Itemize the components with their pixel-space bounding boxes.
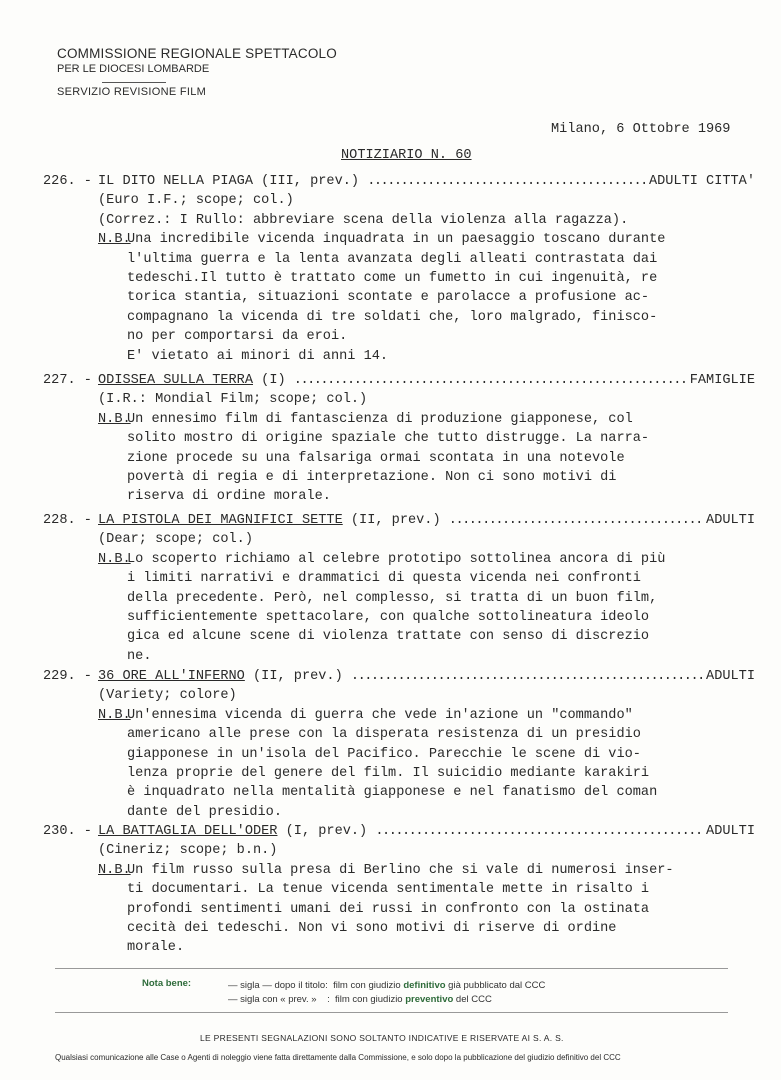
- divider: [55, 1012, 728, 1013]
- nb-label: N.B.: [98, 862, 131, 878]
- film-title: 36 ORE ALL'INFERNO: [98, 669, 245, 684]
- nb-text: E' vietato ai minori di anni 14.: [127, 348, 389, 364]
- entry-number: 227. -: [43, 373, 92, 388]
- document-date: Milano, 6 Ottobre 1969: [551, 122, 731, 137]
- film-details: (Variety; colore): [98, 688, 237, 704]
- film-classification: (II, prev.): [244, 669, 351, 684]
- entry-number: 228. -: [43, 513, 92, 528]
- nb-label: N.B.: [98, 232, 131, 248]
- film-classification: (III, prev.): [253, 174, 368, 189]
- nb-text: profondi sentimenti umani dei russi in confronto con la ostinata: [127, 901, 650, 917]
- film-details: (Euro I.F.; scope; col.): [98, 193, 294, 209]
- title-line: [98, 511, 702, 530]
- nb-text: ti documentari. La tenue vicenda sentimentale mette in risalto i: [127, 882, 650, 898]
- title-line: [98, 371, 686, 390]
- dot-leader: [375, 822, 702, 841]
- title-line: [98, 667, 702, 686]
- nb-text: no per comportarsi da eroi.: [127, 329, 348, 345]
- film-classification: (I, prev.): [277, 824, 376, 839]
- film-entry: [43, 172, 755, 366]
- footer-notice: LE PRESENTI SEGNALAZIONI SONO SOLTANTO INDICATIVE E RISERVATE AI S. A. S.: [200, 1033, 564, 1043]
- nb-label: N.B.: [98, 551, 131, 567]
- legend-emphasis: preventivo: [405, 994, 454, 1005]
- nb-text: americano alle prese con la disperata resistenza di un presidio: [127, 727, 641, 743]
- nb-text: torica stantia, situazioni scontate e parolacce a profusione ac-: [127, 290, 650, 306]
- legend-text: — sigla — dopo il titolo: film con giudizio: [228, 980, 404, 991]
- nb-text: solito mostro di origine spaziale che tutto distrugge. La narra-: [127, 431, 650, 447]
- film-title: ODISSEA SULLA TERRA: [98, 373, 253, 388]
- header-divider: [102, 82, 166, 83]
- dot-leader: [367, 172, 645, 191]
- dot-leader: [449, 511, 702, 530]
- nb-text: della precedente. Però, nel complesso, si tratta di un buon film,: [127, 590, 658, 606]
- org-name: COMMISSIONE REGIONALE SPETTACOLO: [57, 46, 337, 61]
- nb-text: l'ultima guerra e la lenta avanzata degli alleati contrastata dai: [127, 251, 658, 267]
- nb-text: gica ed alcune scene di violenza trattate con senso di discrezio: [127, 629, 650, 645]
- divider: [55, 968, 728, 969]
- nb-line: [43, 410, 755, 429]
- nb-text: Un'ennesima vicenda di guerra che vede in'azione un "commando": [127, 707, 633, 723]
- film-rating: ADULTI: [706, 513, 755, 528]
- legend-label: Nota bene:: [142, 978, 192, 989]
- nb-text: giapponese in un'isola del Pacifico. Parecchie le scene di vio-: [127, 746, 641, 762]
- film-details: (Cineriz; scope; b.n.): [98, 843, 278, 859]
- legend-text: del CCC: [453, 994, 492, 1005]
- film-classification: (II, prev.): [342, 513, 449, 528]
- legend-line-definitive: [228, 980, 545, 991]
- nb-text: i limiti narrativi e drammatici di questa vicenda nei confronti: [127, 571, 641, 587]
- film-rating: ADULTI CITTA': [648, 174, 755, 189]
- film-rating: ADULTI: [706, 824, 755, 839]
- nb-text: Lo scoperto richiamo al celebre prototipo sottolinea ancora di più: [127, 551, 666, 567]
- dot-leader: [351, 667, 702, 686]
- film-details: (I.R.: Mondial Film; scope; col.): [98, 392, 368, 408]
- film-classification: (I): [253, 373, 294, 388]
- legend-line-preventive: [228, 994, 492, 1005]
- film-title: LA BATTAGLIA DELL'ODER: [98, 824, 278, 839]
- nb-text: sufficientemente spettacolare, con qualche sottolineatura ideolo: [127, 609, 650, 625]
- film-entry: [43, 371, 755, 507]
- film-title: IL DITO NELLA PIAGA: [98, 174, 253, 189]
- film-entry: [43, 511, 755, 666]
- nb-line: [43, 550, 755, 569]
- nb-text: Una incredibile vicenda inquadrata in un paesaggio toscano durante: [127, 232, 666, 248]
- entry-heading: [43, 511, 755, 530]
- entry-heading: [43, 172, 755, 191]
- film-title: LA PISTOLA DEI MAGNIFICI SETTE: [98, 513, 343, 528]
- entry-heading: [43, 822, 755, 841]
- nb-text: Un film russo sulla presa di Berlino che si vale di numerosi inser-: [127, 862, 674, 878]
- nb-text: cecità dei tedeschi. Non vi sono motivi di riserve di ordine: [127, 920, 617, 936]
- entry-heading: [43, 667, 755, 686]
- nb-text: compagnano la vicenda di tre soldati che, loro malgrado, finisco-: [127, 309, 658, 325]
- legend-text: già pubblicato dal CCC: [445, 980, 546, 991]
- dot-leader: [294, 371, 686, 390]
- film-rating: FAMIGLIE: [689, 373, 755, 388]
- film-rating: ADULTI: [706, 669, 755, 684]
- film-entry: [43, 667, 755, 822]
- nb-line: [43, 706, 755, 725]
- nb-line: [43, 861, 755, 880]
- nb-text: povertà di regia e di interpretazione. Non ci sono motivi di: [127, 469, 617, 485]
- film-entry: [43, 822, 755, 958]
- nb-label: N.B.: [98, 411, 131, 427]
- footer-disclaimer: Qualsiasi comunicazione alle Case o Agenti di noleggio viene fatta direttamente dalla Commissione, e solo dopo la pubblicazione del giudizio definitivo del CCC: [55, 1053, 621, 1062]
- entry-number: 229. -: [43, 669, 92, 684]
- nb-text: zione procede su una falsariga ormai scontata in una notevole: [127, 450, 625, 466]
- film-details: (Correz.: I Rullo: abbreviare scena della violenza alla ragazza).: [98, 212, 629, 228]
- org-subtitle: PER LE DIOCESI LOMBARDE: [57, 63, 210, 75]
- title-line: [98, 172, 645, 191]
- nb-label: N.B.: [98, 707, 131, 723]
- nb-text: riserva di ordine morale.: [127, 489, 331, 505]
- nb-text: tedeschi.Il tutto è trattato come un fumetto in cui ingenuità, re: [127, 270, 658, 286]
- nb-text: Un ennesimo film di fantascienza di produzione giapponese, col: [127, 411, 633, 427]
- nb-text: dante del presidio.: [127, 804, 282, 820]
- service-name: SERVIZIO REVISIONE FILM: [57, 86, 207, 98]
- nb-text: ne.: [127, 648, 152, 664]
- legend-text: — sigla con « prev. » : film con giudizio: [228, 994, 406, 1005]
- film-details: (Dear; scope; col.): [98, 532, 253, 548]
- nb-text: è inquadrato nella mentalità giapponese e nel fanatismo del coman: [127, 785, 658, 801]
- entry-number: 226. -: [43, 174, 92, 189]
- nb-text: lenza proprie del genere del film. Il suicidio mediante karakiri: [127, 765, 650, 781]
- legend-emphasis: definitivo: [403, 980, 446, 991]
- page-title: NOTIZIARIO N. 60: [341, 148, 472, 163]
- entry-number: 230. -: [43, 824, 92, 839]
- nb-line: [43, 230, 755, 249]
- title-line: [98, 822, 702, 841]
- entry-heading: [43, 371, 755, 390]
- nb-text: morale.: [127, 940, 185, 956]
